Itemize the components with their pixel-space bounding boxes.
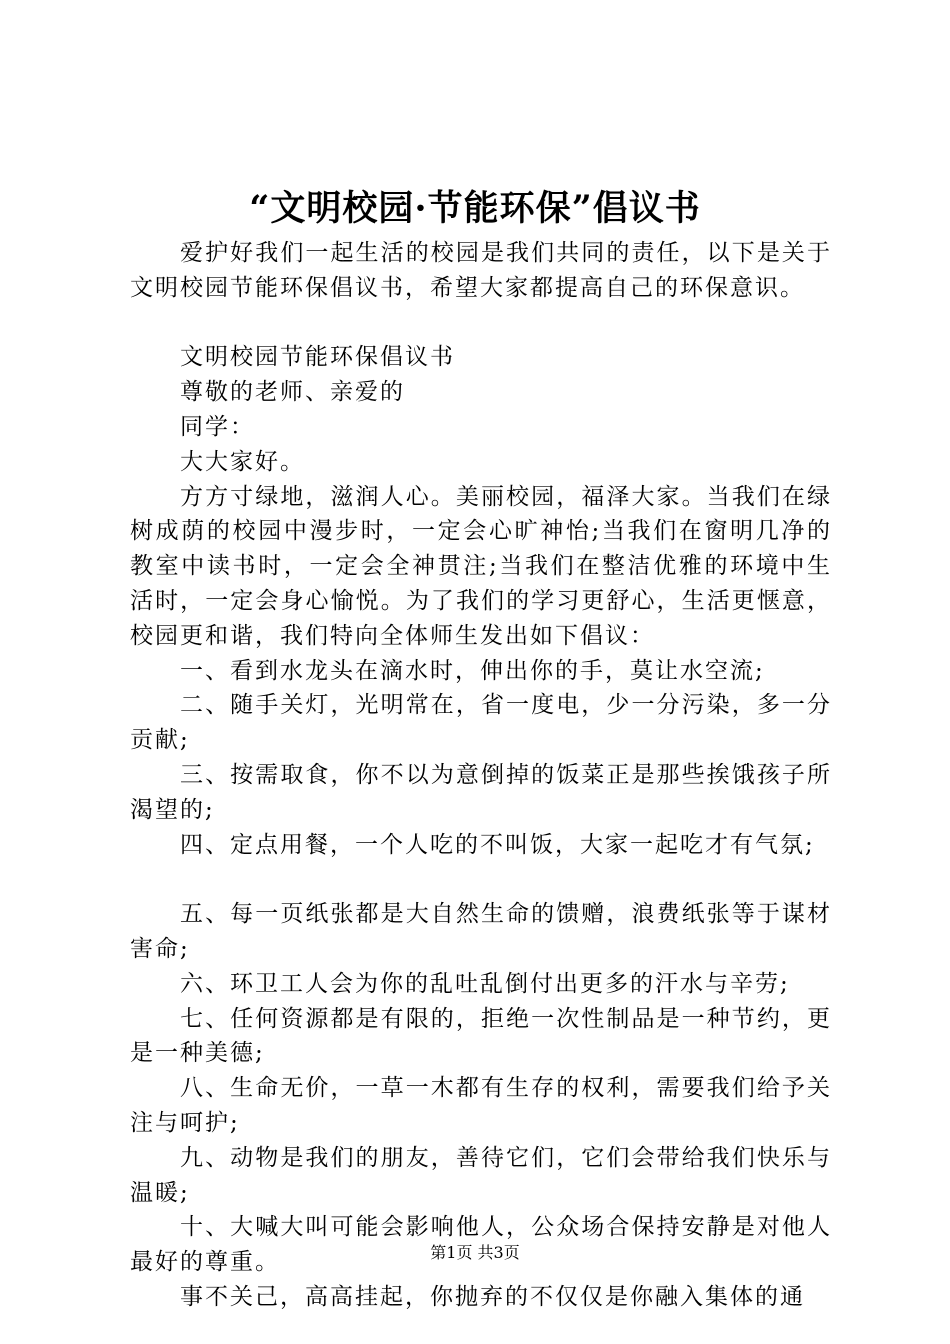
intro-paragraph: 爱护好我们一起生活的校园是我们共同的责任，以下是关于文明校园节能环保倡议书，希望大家都提高自己的环保意识。: [130, 240, 832, 301]
document-title: “文明校园·节能环保”倡议书: [249, 188, 701, 229]
salutation-line: 尊敬的老师、亲爱的: [180, 379, 405, 406]
subtitle-line: 文明校园节能环保倡议书: [180, 344, 455, 371]
blank-line: [130, 306, 832, 341]
proposal-item: 二、随手关灯，光明常在，省一度电，少一分污染，多一分贡献;: [130, 692, 832, 754]
proposal-item: 一、看到水龙头在滴水时，伸出你的手，莫让水空流;: [180, 657, 765, 684]
proposal-item: 六、环卫工人会为你的乱吐乱倒付出更多的汗水与辛劳;: [180, 970, 790, 997]
blank-line: [130, 862, 832, 897]
proposal-item: 四、定点用餐，一个人吃的不叫饭，大家一起吃才有气氛;: [180, 831, 815, 858]
body-paragraph: 方方寸绿地，滋润人心。美丽校园，福泽大家。当我们在绿树成荫的校园中漫步时，一定会心旷神怡;当我们在窗明几净的教室中读书时，一定会全神贯注;当我们在整洁优雅的环境中生活时，一定会身心愉悦。为了我们的学习更舒心，生活更惬意，校园更和谐，我们特向全体师生发出如下倡议：: [130, 483, 832, 649]
proposal-item: 十、大喊大叫可能会影响他人，公众场合保持安静是对他人最好的尊重。: [130, 1214, 832, 1276]
page-number: 第1页 共3页: [430, 1243, 520, 1262]
salutation-line: 同学：: [180, 413, 255, 440]
greeting-line: 大大家好。: [180, 448, 305, 475]
proposal-item: 七、任何资源都是有限的，拒绝一次性制品是一种节约，更是一种美德;: [130, 1005, 832, 1067]
proposal-item: 九、动物是我们的朋友，善待它们，它们会带给我们快乐与温暖;: [130, 1144, 832, 1206]
proposal-item: 五、每一页纸张都是大自然生命的馈赠，浪费纸张等于谋材害命;: [130, 901, 832, 962]
proposal-item: 三、按需取食，你不以为意倒掉的饭菜正是那些挨饿孩子所渴望的;: [130, 761, 832, 823]
document-body: [130, 236, 832, 1315]
body-paragraph: 事不关己，高高挂起，你抛弃的不仅仅是你融入集体的通: [180, 1283, 805, 1310]
proposal-item: 八、生命无价，一草一木都有生存的权利，需要我们给予关注与呵护;: [130, 1075, 832, 1136]
